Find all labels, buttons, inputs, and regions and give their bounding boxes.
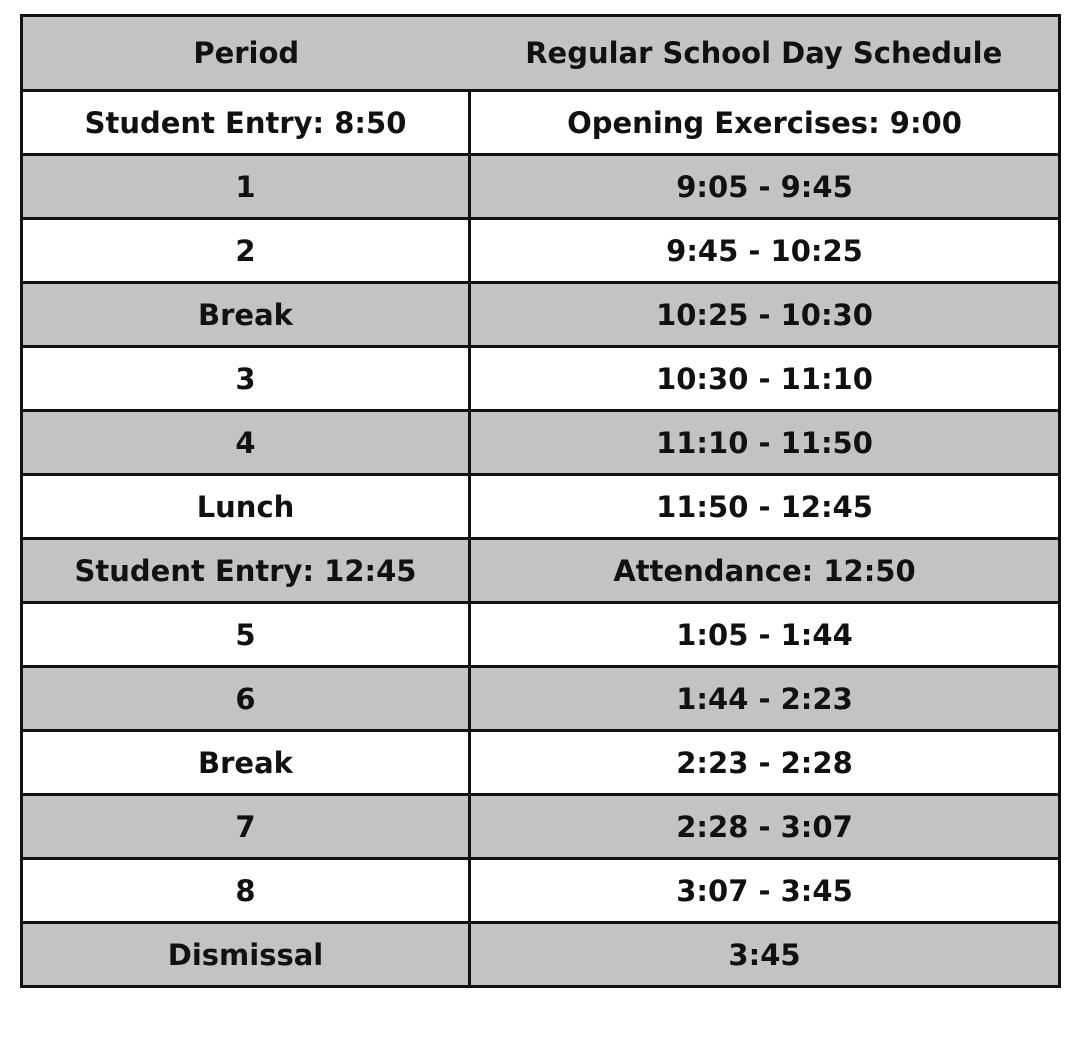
period-cell: 8 [22, 859, 470, 923]
period-cell: 3 [22, 347, 470, 411]
time-cell: 10:25 - 10:30 [470, 283, 1060, 347]
schedule-table [20, 14, 1061, 988]
time-cell: 3:45 [470, 923, 1060, 987]
time-cell: Attendance: 12:50 [470, 539, 1060, 603]
period-cell: Dismissal [22, 923, 470, 987]
table-row [22, 219, 1060, 283]
time-cell: 2:23 - 2:28 [470, 731, 1060, 795]
period-cell: 4 [22, 411, 470, 475]
table-row [22, 859, 1060, 923]
table-row [22, 731, 1060, 795]
period-cell: Lunch [22, 475, 470, 539]
table-row [22, 283, 1060, 347]
table-row [22, 539, 1060, 603]
header-schedule: Regular School Day Schedule [470, 16, 1060, 91]
table-row [22, 411, 1060, 475]
period-cell: 5 [22, 603, 470, 667]
time-cell: 1:05 - 1:44 [470, 603, 1060, 667]
table-row [22, 475, 1060, 539]
time-cell: 3:07 - 3:45 [470, 859, 1060, 923]
table-header-row [22, 16, 1060, 91]
table-row [22, 923, 1060, 987]
table-row [22, 347, 1060, 411]
period-cell: Break [22, 283, 470, 347]
period-cell: 1 [22, 155, 470, 219]
period-cell: Student Entry: 12:45 [22, 539, 470, 603]
table-row [22, 603, 1060, 667]
period-cell: 6 [22, 667, 470, 731]
time-cell: 10:30 - 11:10 [470, 347, 1060, 411]
table-row [22, 155, 1060, 219]
period-cell: 7 [22, 795, 470, 859]
table-row [22, 91, 1060, 155]
header-period: Period [22, 16, 470, 91]
period-cell: Break [22, 731, 470, 795]
time-cell: 2:28 - 3:07 [470, 795, 1060, 859]
time-cell: 11:10 - 11:50 [470, 411, 1060, 475]
period-cell: 2 [22, 219, 470, 283]
time-cell: 1:44 - 2:23 [470, 667, 1060, 731]
time-cell: 9:05 - 9:45 [470, 155, 1060, 219]
period-cell: Student Entry: 8:50 [22, 91, 470, 155]
time-cell: Opening Exercises: 9:00 [470, 91, 1060, 155]
time-cell: 9:45 - 10:25 [470, 219, 1060, 283]
time-cell: 11:50 - 12:45 [470, 475, 1060, 539]
table-row [22, 667, 1060, 731]
table-row [22, 795, 1060, 859]
